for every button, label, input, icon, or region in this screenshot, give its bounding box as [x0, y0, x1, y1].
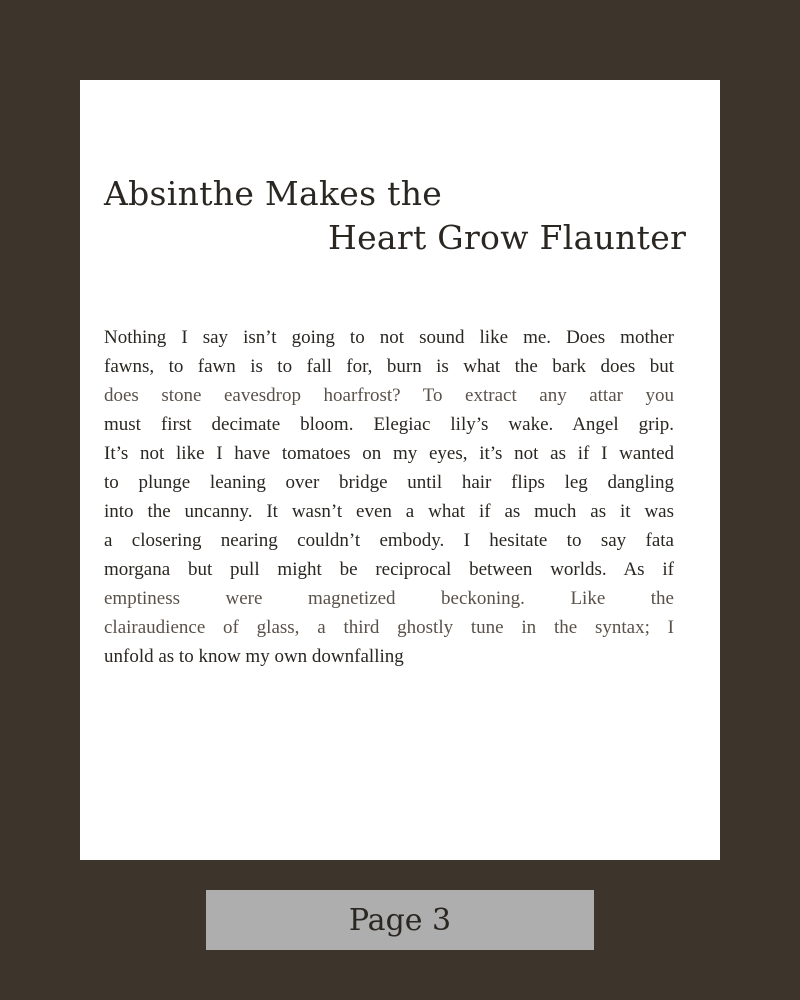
- poem-line: Nothing I say isn’t going to not sound like me. Does mother: [104, 327, 674, 348]
- page-number-text: Page 3: [348, 902, 452, 938]
- poem-line: It’s not like I have tomatoes on my eyes, it’s not as if I wanted: [104, 443, 674, 464]
- book-page: [80, 80, 720, 860]
- poem-body: [104, 323, 674, 671]
- poem-line: a closering nearing couldn’t embody. I hesitate to say fata: [104, 530, 674, 551]
- poem-line: does stone eavesdrop hoarfrost? To extract any attar you: [104, 385, 674, 406]
- poem-line: clairaudience of glass, a third ghostly tune in the syntax; I: [104, 617, 674, 638]
- poem-title-line-1: Absinthe Makes the: [104, 174, 443, 213]
- poem-line: unfold as to know my own downfalling: [104, 646, 404, 667]
- poem-line: morgana but pull might be reciprocal between worlds. As if: [104, 559, 674, 580]
- poem-line: into the uncanny. It wasn’t even a what if as much as it was: [104, 501, 674, 522]
- poem-title: [104, 172, 687, 260]
- poem-line: must first decimate bloom. Elegiac lily’s wake. Angel grip.: [104, 414, 674, 435]
- page-number-label: [206, 890, 594, 950]
- poem-line: emptiness were magnetized beckoning. Like the: [104, 588, 674, 609]
- poem-line: to plunge leaning over bridge until hair flips leg dangling: [104, 472, 674, 493]
- poem-title-line-2: Heart Grow Flaunter: [328, 218, 687, 257]
- poem-line: fawns, to fawn is to fall for, burn is what the bark does but: [104, 356, 674, 377]
